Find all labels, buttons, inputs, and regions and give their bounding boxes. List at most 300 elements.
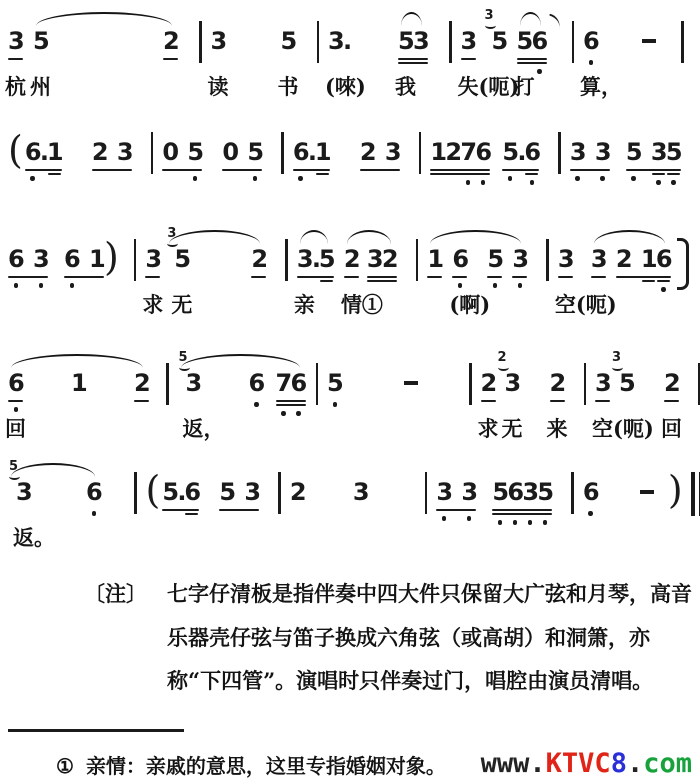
note-token [616, 244, 671, 274]
note-token [251, 244, 269, 274]
underline [591, 276, 606, 278]
note-token [487, 244, 505, 274]
note-text: 七字仔清板是指伴奏中四大件只保留大广弦和月琴，高音乐器壳仔弦与笛子换成六角弦（或高胡）和洞箫，亦称“下四管”。演唱时只伴奏过门，唱腔由演员清唱。 [167, 581, 692, 694]
final-barline-stroke [691, 472, 695, 516]
note-digit: 6 [524, 138, 542, 166]
lyric: 回 [661, 416, 682, 441]
barline [281, 132, 284, 174]
grace-note: 2 [498, 352, 509, 371]
score-line [8, 459, 695, 550]
octave-dot [92, 511, 97, 516]
note-token [71, 368, 86, 398]
lyric: 求 [477, 416, 499, 441]
underline [251, 276, 266, 278]
underline [276, 404, 306, 406]
note-token [513, 26, 549, 99]
octave-dot [458, 283, 463, 288]
underline [163, 58, 178, 60]
note-digit: 5 [318, 245, 336, 273]
octave-dot [493, 283, 498, 288]
octave-dot [467, 516, 472, 521]
octave-dot [253, 176, 258, 181]
note-token [207, 26, 229, 99]
note-token [638, 477, 656, 507]
underline [398, 58, 428, 60]
note-digit: . [517, 138, 527, 166]
note-digit: 1 [314, 138, 332, 166]
barline [469, 363, 472, 405]
lyric: 亲 [293, 292, 315, 317]
underline [320, 280, 333, 282]
lyric: 书 [277, 74, 299, 99]
open-paren: ( [145, 468, 161, 512]
lyric: 杭 [5, 74, 26, 99]
underline [134, 400, 149, 402]
note-digit: 3 [512, 245, 530, 273]
underline [652, 173, 665, 175]
underline [570, 169, 610, 171]
note-digit: 3 [650, 138, 668, 166]
note-digit: 5 [619, 369, 636, 397]
underline [642, 280, 655, 282]
underline [162, 509, 199, 511]
note-digit: 3 [8, 27, 25, 55]
grace-note: 3 [485, 10, 496, 29]
underline [461, 58, 476, 60]
underline [487, 276, 502, 278]
watermark-segment: www. [480, 748, 546, 780]
underline [481, 400, 496, 402]
underline [276, 400, 306, 402]
footnote-divider [8, 729, 184, 732]
note-digit: 5 [247, 138, 265, 166]
underline [492, 513, 552, 515]
underline [344, 276, 359, 278]
lyric: (唻) [325, 74, 366, 99]
lyric: 无 [501, 416, 523, 441]
octave-dot [518, 283, 523, 288]
slur [178, 350, 308, 441]
underline [367, 280, 397, 282]
note-token [449, 244, 491, 317]
lyric: 返， [182, 416, 225, 441]
slur [166, 226, 269, 317]
barline [166, 363, 169, 405]
note-token [436, 477, 479, 507]
underline [452, 276, 467, 278]
octave-dot [631, 176, 636, 181]
note-digit: 3 [16, 478, 33, 506]
grace-tie [179, 364, 190, 371]
octave-dot [600, 176, 605, 181]
footnote [56, 750, 446, 779]
note-token [661, 368, 682, 441]
note-digit: 3 [595, 369, 612, 397]
note-token [360, 137, 400, 167]
note-token [178, 350, 225, 441]
note-digit: 5 [665, 138, 683, 166]
octave-dot [70, 283, 75, 288]
underline [525, 173, 538, 175]
note-digit: 3 [460, 27, 478, 55]
barline [419, 132, 422, 174]
note-token [142, 244, 164, 317]
octave-dot [537, 69, 542, 74]
note-digit: 3 [413, 27, 430, 55]
underline [92, 169, 132, 171]
close-paren: ) [104, 235, 119, 279]
note-token [8, 244, 48, 274]
underline [664, 400, 679, 402]
barline [584, 363, 587, 405]
octave-dot [656, 180, 661, 185]
note-digit: 5 [327, 369, 344, 397]
bottom-row [56, 748, 692, 779]
underline [430, 169, 490, 171]
octave-dot [333, 402, 338, 407]
barline [316, 363, 319, 405]
note-digit: 3 [436, 478, 454, 506]
note-digit: 5 [537, 478, 555, 506]
note-digit: 5 [398, 27, 415, 55]
note-digit: 3 [296, 245, 314, 273]
note-digit: 5 [33, 27, 50, 55]
note-digit: 6 [655, 245, 673, 273]
note-digit: 6 [452, 245, 470, 273]
note-digit: 6 [292, 138, 310, 166]
note-digit: 5 [625, 138, 643, 166]
note-digit: . [311, 245, 321, 273]
note-digit: 3 [244, 478, 262, 506]
note-token [457, 26, 520, 99]
note-digit: 3 [594, 138, 612, 166]
underline [25, 169, 62, 171]
barline [425, 472, 428, 514]
note-digit: 3 [384, 138, 402, 166]
grace-tie [9, 473, 20, 480]
octave-dot [193, 176, 198, 181]
octave-dot [661, 287, 666, 292]
barline [558, 132, 561, 174]
grace-tie [485, 22, 496, 29]
score-line [5, 350, 695, 441]
note-digit: 6 [184, 478, 202, 506]
octave-dot [254, 402, 259, 407]
note-digit: 5 [502, 138, 520, 166]
note-digit: 2 [163, 27, 180, 55]
barline [134, 239, 137, 281]
note-token [222, 137, 265, 167]
note-digit: 6 [531, 27, 549, 55]
note-token [592, 368, 654, 441]
underline [667, 173, 680, 175]
grace-tie [612, 364, 623, 371]
underline [427, 276, 442, 278]
note-digit: 3 [116, 138, 134, 166]
octave-dot [442, 516, 447, 521]
underline [293, 169, 330, 171]
underline [8, 58, 23, 60]
note-token [580, 26, 622, 99]
note-token [640, 26, 658, 56]
note-digit: 3 [461, 478, 479, 506]
note-digit: 2 [615, 245, 633, 273]
note-digit: 5 [187, 138, 205, 166]
note-token [430, 137, 493, 167]
slur [293, 244, 336, 317]
octave-dot [14, 283, 19, 288]
barline [285, 239, 288, 281]
octave-dot [671, 180, 676, 185]
footnote-mark: ① [56, 754, 74, 779]
octave-dot [466, 180, 471, 185]
note-digit: . [343, 27, 353, 55]
barline [278, 472, 281, 514]
open-paren: ( [8, 128, 23, 172]
underline [219, 509, 259, 511]
barline [681, 21, 684, 63]
note-token [290, 477, 305, 507]
note-token [477, 368, 499, 441]
note-digit: 2 [251, 245, 269, 273]
score-note [84, 572, 694, 703]
grace-tie [498, 364, 509, 371]
note-digit: 6 [475, 138, 493, 166]
underline [360, 169, 400, 171]
note-digit: 2 [381, 245, 399, 273]
slur [513, 26, 549, 99]
note-digit: 3 [352, 478, 370, 506]
note-digit: 5 [219, 478, 237, 506]
note-token [427, 244, 445, 274]
underline [8, 276, 48, 278]
tie-tail [546, 14, 562, 30]
octave-dot [543, 520, 548, 525]
note-digit: 3 [590, 245, 608, 273]
lyric: 失(呃) [457, 74, 520, 99]
note-digit: 0 [162, 138, 180, 166]
octave-dot [481, 180, 486, 185]
underline [517, 62, 547, 64]
grace-note: 5 [9, 461, 20, 480]
note-token [162, 477, 202, 507]
barline [416, 239, 419, 281]
note-token [134, 368, 149, 398]
octave-dot [588, 511, 593, 516]
note-token [92, 137, 132, 167]
note-digit: . [177, 478, 187, 506]
note-token [367, 244, 397, 274]
underline [492, 509, 552, 511]
footnote-text: 亲情：亲戚的意思，这里专指婚姻对象。 [85, 754, 446, 779]
note-token [276, 368, 306, 398]
note-token [325, 26, 366, 99]
note-digit: 3 [33, 245, 50, 273]
note-token [395, 26, 430, 99]
lyric: 回 [5, 416, 26, 441]
barline [317, 21, 320, 63]
underline [616, 276, 671, 278]
grace-note: 3 [167, 228, 178, 247]
slur [340, 244, 399, 317]
note-digit: 1 [427, 245, 445, 273]
underline [502, 169, 539, 171]
note-digit: 2 [445, 138, 463, 166]
underline [48, 173, 61, 175]
note-digit: 5 [174, 245, 192, 273]
close-paren: ) [667, 468, 683, 512]
underline [517, 58, 547, 60]
note-digit: 6 [86, 478, 103, 506]
lyric: 返。 [13, 525, 55, 550]
slur [30, 26, 180, 99]
note-token [402, 368, 420, 398]
note-token [612, 350, 636, 398]
note-digit: 6 [64, 245, 81, 273]
note-token [492, 477, 555, 507]
underline [222, 169, 262, 171]
note-token [9, 459, 55, 550]
note-digit: 5 [516, 27, 534, 55]
note-token [484, 8, 509, 56]
underline [512, 276, 527, 278]
underline [595, 400, 610, 402]
note-digit: 3 [210, 27, 228, 55]
note-digit: 5 [487, 245, 505, 273]
barline [572, 21, 575, 63]
octave-dot [589, 60, 594, 65]
note-digit: 6 [24, 138, 42, 166]
note-label: 〔注〕 [84, 581, 147, 606]
watermark-segment: 8 [610, 748, 627, 780]
note-digit: 1 [430, 138, 448, 166]
note-digit: 6 [290, 369, 308, 397]
note-digit: 5 [492, 478, 510, 506]
barline [571, 472, 574, 514]
note-token [570, 137, 610, 167]
note-digit: 5 [491, 27, 509, 55]
underline [626, 169, 681, 171]
slur [8, 459, 103, 550]
note-token [546, 368, 568, 441]
barline [199, 21, 202, 63]
note-token [497, 350, 523, 441]
note-digit: 5 [280, 27, 298, 55]
note-token [293, 244, 336, 317]
underline [297, 276, 334, 278]
note-digit: 1 [71, 369, 88, 397]
note-digit: 2 [343, 245, 361, 273]
note-token [162, 137, 205, 167]
underline [436, 509, 476, 511]
note-digit: 2 [134, 369, 151, 397]
note-digit: 2 [91, 138, 109, 166]
note-token [5, 26, 26, 99]
octave-dot [513, 520, 518, 525]
phrase-bracket [677, 238, 689, 290]
note-token [249, 368, 264, 398]
grace-note: 5 [179, 352, 190, 371]
note-token [277, 26, 299, 99]
lyric: 我 [395, 74, 416, 99]
score-line [5, 8, 695, 99]
lyric: 情① [340, 292, 383, 317]
note-token [626, 137, 681, 167]
barline [546, 239, 549, 281]
underline [550, 400, 565, 402]
underline [657, 280, 670, 282]
underline [145, 276, 160, 278]
lyric: 空(呃) [554, 292, 617, 317]
watermark-segment: com [643, 748, 692, 780]
note-token [353, 477, 368, 507]
note-digit: 1 [46, 138, 64, 166]
lyric: 来 [546, 416, 568, 441]
note-digit: 3 [522, 478, 540, 506]
note-token [340, 244, 383, 317]
note-token [219, 477, 262, 507]
octave-dot [14, 407, 19, 412]
note-digit: 1 [640, 245, 658, 273]
note-digit: 6 [507, 478, 525, 506]
note-token [554, 244, 617, 317]
note-token [5, 368, 26, 441]
note-token [502, 137, 542, 167]
watermark [481, 748, 692, 779]
lyric: 求 [142, 292, 164, 317]
note-digit: 3 [328, 27, 345, 55]
underline [316, 173, 329, 175]
lyric: 无 [171, 292, 193, 317]
lyric: 算， [580, 74, 622, 99]
octave-dot [298, 176, 303, 181]
note-digit: . [39, 138, 49, 166]
note-digit: 5 [162, 478, 180, 506]
underline [162, 169, 202, 171]
note-token [30, 26, 51, 99]
lyric: (啊) [449, 292, 491, 317]
note-digit: 3 [145, 245, 163, 273]
octave-dot [281, 411, 286, 416]
note-digit: 1 [89, 245, 106, 273]
watermark-segment: . [626, 748, 644, 780]
watermark-segment: KTVC [545, 748, 611, 780]
slur [591, 244, 671, 274]
octave-dot [498, 520, 503, 525]
octave-dot [530, 180, 535, 185]
underline [558, 276, 573, 278]
underline [398, 62, 428, 64]
lyric: 打 [513, 74, 535, 99]
note-token [293, 137, 330, 167]
note-digit: . [307, 138, 317, 166]
note-digit: 7 [460, 138, 478, 166]
octave-dot [508, 176, 513, 181]
note-digit: 3 [557, 245, 575, 273]
score-line [8, 226, 695, 317]
slur [5, 368, 151, 441]
octave-dot [39, 283, 44, 288]
note-digit: 3 [569, 138, 587, 166]
score-line [8, 128, 695, 174]
barline [134, 472, 137, 514]
note-token [583, 477, 598, 507]
octave-dot [30, 176, 35, 181]
octave-dot [575, 176, 580, 181]
note-token [167, 226, 193, 317]
final-barline [691, 472, 700, 516]
lyric: 读 [207, 74, 229, 99]
